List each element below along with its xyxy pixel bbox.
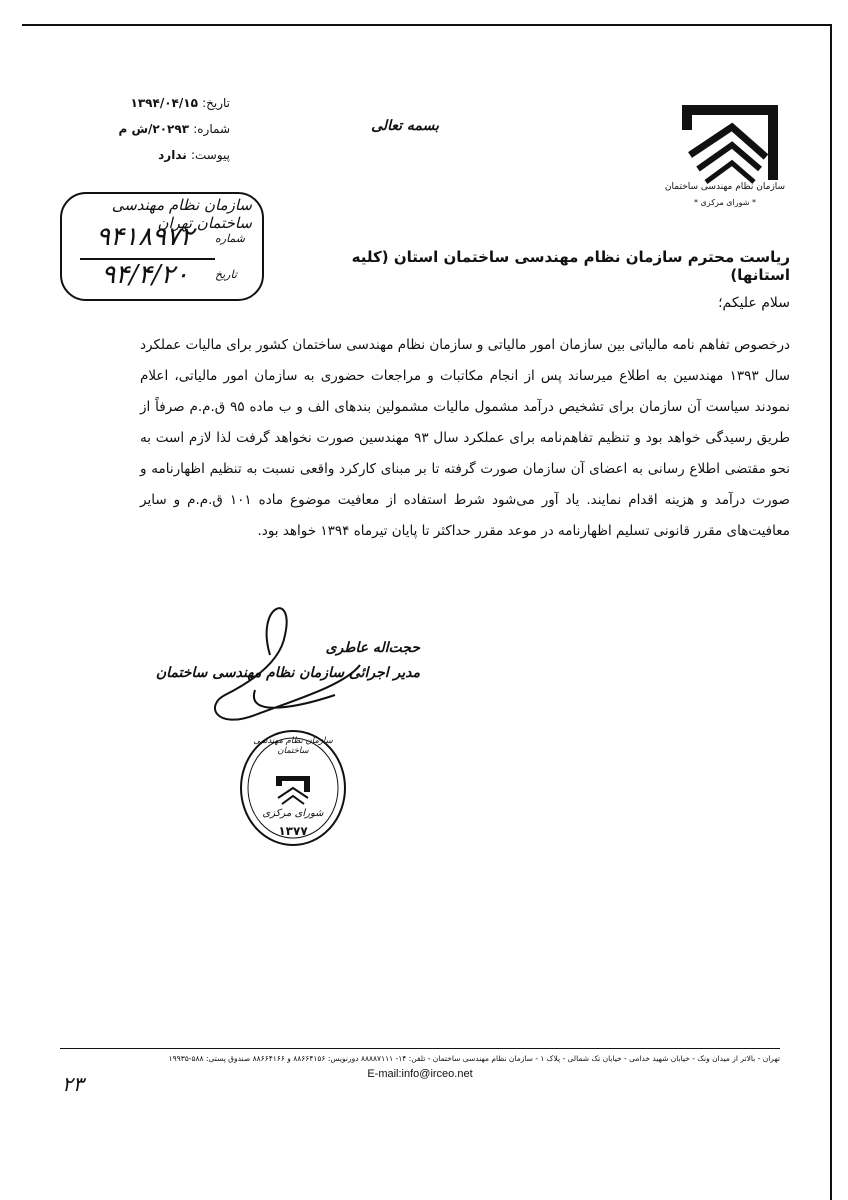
seal-org-text: سازمان نظام مهندسی ساختمان (253, 736, 333, 756)
receipt-stamp-title: سازمان نظام مهندسی ساختمان تهران (111, 196, 252, 232)
signer-title: مدیر اجرائی سازمان نظام مهندسی ساختمان (155, 665, 420, 681)
organization-logo-icon (660, 85, 790, 215)
receipt-number-label: شماره (215, 232, 246, 245)
footer-divider (60, 1048, 780, 1049)
letter-attachment (110, 142, 230, 168)
letter-body: درخصوص تفاهم نامه مالیاتی بین سازمان امور مالیاتی و سازمان نظام مهندسی ساختمان کشور برای مالیات عملکرد سال ۱۳۹۳ مهندسین به اطلاع میرساند پس از انجام مکاتبات و مراجعات حضوری به سازمان امور مالیاتی، اعلام نمودند سیاست آن سازمان برای تشخیص درآمد مشمول مالیات مشمولین بندهای الف و ب ماده ۹۵ ق.م.م صرفاً از طریق رسیدگی خواهد بود و تنظیم تفاهم‌نامه برای عملکرد سال ۹۳ مهندسین صورت نخواهد گرفت لذا لازم است به نحو مقتضی اطلاع رسانی به اعضای آن سازمان صورت گرفته تا بر مبنای کارکرد واقعی نسبت به تنظیم اظهارنامه و صورت درآمد و هزینه اقدام نمایند. یاد آور می‌شود شرط استفاده از معافیت موضوع ماده ۱۰۱ ق.م.م و سایر معافیت‌های مقرر قانونی تسلیم اظهارنامه در موعد مقرر حداکثر تا پایان تیرماه ۱۳۹۴ خواهد بود. (140, 337, 791, 539)
recipient-line: ریاست محترم سازمان نظام مهندسی ساختمان استان (کلیه استانها) (351, 248, 790, 284)
signer-name: حجت‌اله عاطری (325, 640, 420, 656)
number-value: ۲۰۲۹۳/ش م (118, 122, 190, 136)
receipt-date-value: ۹۴/۴/۲۰ (101, 260, 189, 290)
bismillah-heading: بسمه تعالی (371, 118, 439, 134)
salutation: سلام علیکم؛ (718, 295, 790, 311)
receipt-date-label: تاریخ (215, 268, 237, 281)
seal-council-text: شورای مرکزی (262, 808, 324, 819)
page-number: ۲۳ (62, 1072, 84, 1096)
page-border-top (22, 24, 832, 26)
page-border-right (830, 24, 832, 1200)
logo-council-name: * شورای مرکزی * (694, 198, 756, 207)
number-label: شماره: (193, 122, 230, 136)
date-value: ۱۳۹۴/۰۴/۱۵ (130, 96, 198, 110)
attachment-value: ندارد (158, 148, 187, 162)
footer-address: تهران - بالاتر از میدان ونک - خیابان شهید خدامی - خیابان تک شمالی - پلاک ۱ - سازمان نظام مهندسی ساختمان - تلفن: ۱۴- ۸۸۸۸۷۱۱۱ دورنویس: ۸۸۶۶۴۱۵۶ و ۸۸۶۶۴۱۶۶ صندوق پستی: ۵۸۸-۱۹۹۳۵ (168, 1054, 780, 1063)
logo-org-name: سازمان نظام مهندسی ساختمان (664, 182, 786, 192)
footer-email: E-mail:info@irceo.net (367, 1068, 473, 1080)
seal-year: ۱۳۷۷ (278, 824, 308, 838)
date-label: تاریخ: (202, 96, 230, 110)
attachment-label: پیوست: (190, 148, 230, 162)
letter-date (110, 90, 230, 116)
letter-number (110, 116, 230, 142)
receipt-number-value: ۹۴۱۸۹۷۲ (96, 222, 194, 252)
